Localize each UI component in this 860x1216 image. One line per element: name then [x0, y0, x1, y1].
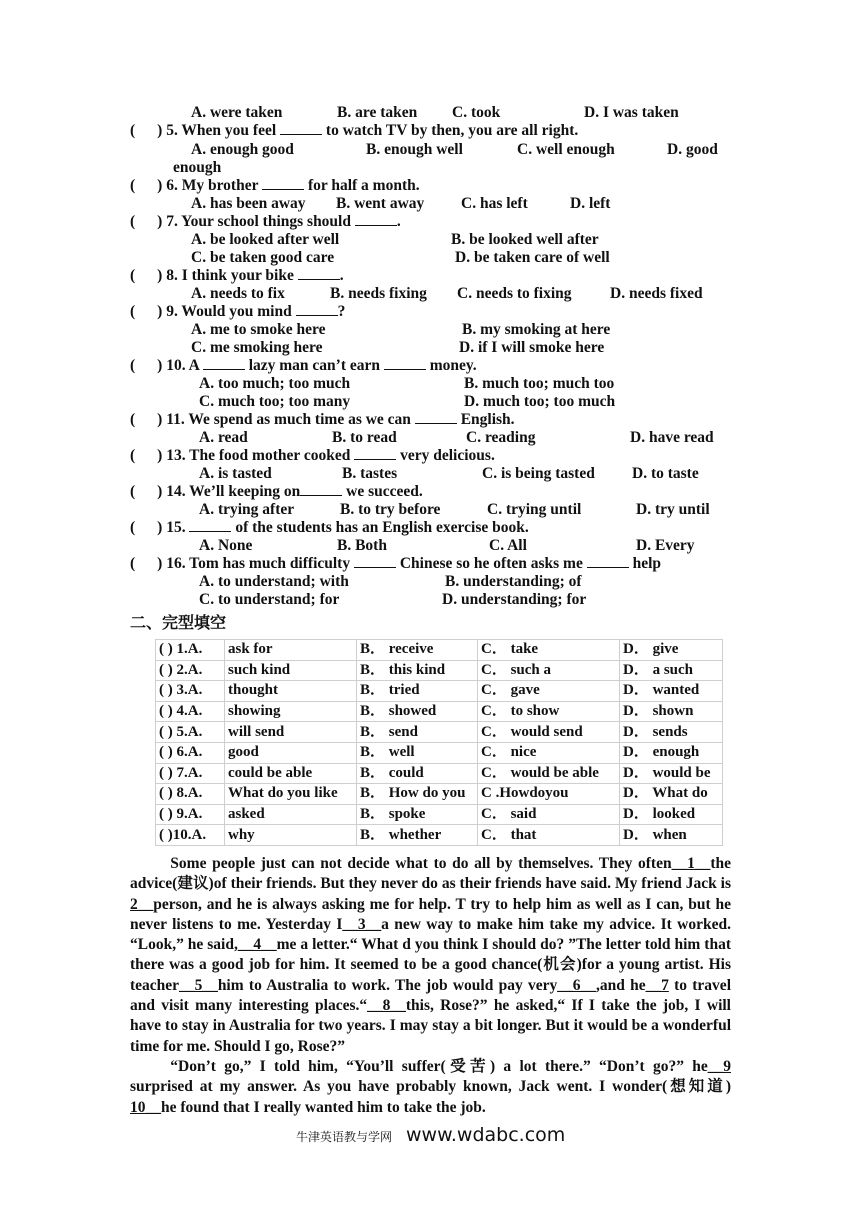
item-number: ( ) 6.A. — [156, 742, 225, 763]
blank-1: __1__ — [671, 855, 711, 872]
blank-5: __5__ — [179, 976, 218, 994]
q14-option-d: D. try until — [636, 501, 710, 518]
q8-option-b: B. needs fixing — [330, 285, 427, 302]
question-16: ( ) 16. Tom has much difficulty Chinese so he often asks me help — [130, 555, 662, 572]
section-title-cloze: 二、完型填空 — [130, 613, 227, 632]
table-row — [156, 722, 723, 743]
blank-3: __3__ — [342, 915, 382, 933]
option-b: B． well — [357, 742, 478, 763]
q5-option-b: B. enough well — [366, 141, 463, 158]
q9-option-a: A. me to smoke here — [191, 321, 326, 338]
question-15: ( ) 15. of the students has an English exercise book. — [130, 519, 529, 536]
cloze-passage — [130, 854, 731, 1118]
passage-paragraph-2: “Don’t go,” I told him, “You’ll suffer(受苦) a lot there.” “Don’t go?” he__9 surprised at my answer. As you have probably known, Jack went. I wonder(想知道) 10__he found that I really wanted him to take the job. — [130, 1057, 731, 1116]
q7-option-b: B. be looked well after — [451, 231, 599, 248]
option-d: D． looked — [620, 804, 723, 825]
option-a: why — [225, 825, 357, 846]
option-c: C． such a — [478, 660, 620, 681]
q4-option-a: A. were taken — [191, 104, 283, 121]
q9-option-b: B. my smoking at here — [462, 321, 611, 338]
q13-option-b: B. tastes — [342, 465, 398, 482]
option-d: D． shown — [620, 701, 723, 722]
q5-option-a: A. enough good — [191, 141, 294, 158]
item-number: ( )10.A. — [156, 825, 225, 846]
table-row — [156, 784, 723, 805]
q14-option-a: A. trying after — [199, 501, 295, 518]
blank — [280, 122, 322, 135]
option-b: B． could — [357, 763, 478, 784]
blank — [203, 357, 245, 370]
q13-option-c: C. is being tasted — [482, 465, 595, 482]
option-a: asked — [225, 804, 357, 825]
option-d: D． give — [620, 640, 723, 661]
q7-option-a: A. be looked after well — [191, 231, 340, 248]
option-c: C． would send — [478, 722, 620, 743]
q15-option-d: D. Every — [636, 537, 695, 554]
option-a: thought — [225, 681, 357, 702]
table-row — [156, 701, 723, 722]
item-number: ( ) 8.A. — [156, 784, 225, 805]
q8-option-d: D. needs fixed — [610, 285, 703, 302]
item-number: ( ) 9.A. — [156, 804, 225, 825]
q6-option-c: C. has left — [461, 195, 528, 212]
blank — [354, 555, 396, 568]
passage-paragraph-1: Some people just can not decide what to do all by themselves. They often__1__the advice(建议)of their friends. But they never do as their friends have said. My friend Jack is 2__person, and he is always asking me for help. T try to help him as well as I can, but he never listens to me. Yesterday I__3__a new way to make him take my advice. It worked. “Look,” he said,__4__me a letter.“ What d you think I should do? ”The letter told him that there was a good job for him. It seemed to be a good chance(机会)for a young artist. His teacher__5__him to Australia to work. The job would pay very__6__,and he__7 to travel and visit many interesting places.“__8__this, Rose?” he asked,“ If I take the job, I will have to stay in Australia for two years. I may stay a bit longer. But it would be a wonderful time for me. Should I go, Rose?” — [130, 855, 731, 1055]
q10-option-a: A. too much; too much — [199, 375, 351, 392]
blank-10: 10__ — [130, 1098, 161, 1116]
item-number: ( ) 7.A. — [156, 763, 225, 784]
q13-option-d: D. to taste — [632, 465, 699, 482]
blank — [354, 447, 396, 460]
option-a: showing — [225, 701, 357, 722]
option-b: B． showed — [357, 701, 478, 722]
blank — [189, 519, 231, 532]
q6-option-b: B. went away — [336, 195, 425, 212]
item-number: ( ) 4.A. — [156, 701, 225, 722]
q5-option-c: C. well enough — [517, 141, 615, 158]
option-d: D． What do — [620, 784, 723, 805]
q15-option-a: A. None — [199, 537, 253, 554]
q7-option-c: C. be taken good care — [191, 249, 335, 266]
question-10: ( ) 10. A lazy man can’t earn money. — [130, 357, 477, 374]
q15-option-c: C. All — [489, 537, 527, 554]
question-14: ( ) 14. We’ll keeping on we succeed. — [130, 483, 423, 500]
option-a: could be able — [225, 763, 357, 784]
q6-option-d: D. left — [570, 195, 611, 212]
q11-option-b: B. to read — [332, 429, 397, 446]
q14-option-c: C. trying until — [487, 501, 582, 518]
question-6: ( ) 6. My brother for half a month. — [130, 177, 420, 194]
item-number: ( ) 2.A. — [156, 660, 225, 681]
blank-9: __9 — [707, 1057, 731, 1075]
option-c: C． nice — [478, 742, 620, 763]
blank — [262, 177, 304, 190]
option-b: B． How do you — [357, 784, 478, 805]
footer-url[interactable]: www.wdabc.com — [406, 1124, 566, 1146]
q5-option-d: D. good — [667, 141, 718, 158]
option-a: will send — [225, 722, 357, 743]
question-5: ( ) 5. When you feel to watch TV by then, you are all right. — [130, 122, 579, 139]
table-row — [156, 742, 723, 763]
option-b: B． this kind — [357, 660, 478, 681]
blank — [296, 303, 338, 316]
blank — [415, 411, 457, 424]
table-row — [156, 640, 723, 661]
option-d: D． when — [620, 825, 723, 846]
q8-option-a: A. needs to fix — [191, 285, 285, 302]
q5-option-d-cont: enough — [173, 159, 222, 176]
q10-option-d: D. much too; too much — [464, 393, 616, 410]
table-row — [156, 763, 723, 784]
question-8: ( ) 8. I think your bike . — [130, 267, 344, 284]
footer — [296, 1124, 565, 1146]
blank — [384, 357, 426, 370]
option-b: B． receive — [357, 640, 478, 661]
q4-option-c: C. took — [452, 104, 501, 121]
q15-option-b: B. Both — [337, 537, 387, 554]
answer-paren: ( — [130, 122, 136, 139]
option-a: good — [225, 742, 357, 763]
option-b: B． tried — [357, 681, 478, 702]
item-number: ( ) 1.A. — [156, 640, 225, 661]
option-c: C． said — [478, 804, 620, 825]
option-d: D． wanted — [620, 681, 723, 702]
item-number: ( ) 5.A. — [156, 722, 225, 743]
q8-option-c: C. needs to fixing — [457, 285, 572, 302]
blank-6: __6__ — [557, 976, 596, 994]
q7-option-d: D. be taken care of well — [455, 249, 610, 266]
option-c: C .Howdoyou — [478, 784, 620, 805]
q11-option-a: A. read — [199, 429, 248, 446]
q13-option-a: A. is tasted — [199, 465, 272, 482]
q10-option-c: C. much too; too many — [199, 393, 351, 410]
q9-option-d: D. if I will smoke here — [459, 339, 605, 356]
option-d: D． enough — [620, 742, 723, 763]
cloze-options-table — [155, 639, 723, 846]
option-c: C． to show — [478, 701, 620, 722]
option-b: B． spoke — [357, 804, 478, 825]
blank — [300, 483, 342, 496]
q9-option-c: C. me smoking here — [191, 339, 323, 356]
blank-4: __4__ — [237, 936, 277, 954]
q16-option-d: D. understanding; for — [442, 591, 587, 608]
table-row — [156, 825, 723, 846]
blank — [355, 213, 397, 226]
option-a: What do you like — [225, 784, 357, 805]
blank-2: 2__ — [130, 895, 154, 913]
table-row — [156, 804, 723, 825]
q16-option-c: C. to understand; for — [199, 591, 340, 608]
question-13: ( ) 13. The food mother cooked very delicious. — [130, 447, 495, 464]
option-c: C． gave — [478, 681, 620, 702]
table-row — [156, 681, 723, 702]
q4-option-b: B. are taken — [337, 104, 418, 121]
q11-option-d: D. have read — [630, 429, 714, 446]
option-c: C． that — [478, 825, 620, 846]
table-row — [156, 660, 723, 681]
question-11: ( ) 11. We spend as much time as we can English. — [130, 411, 515, 428]
blank-8: __8__ — [367, 997, 406, 1015]
option-d: D． a such — [620, 660, 723, 681]
item-number: ( ) 3.A. — [156, 681, 225, 702]
q16-option-b: B. understanding; of — [445, 573, 582, 590]
option-b: B． send — [357, 722, 478, 743]
option-d: D． would be — [620, 763, 723, 784]
option-a: such kind — [225, 660, 357, 681]
q16-option-a: A. to understand; with — [199, 573, 349, 590]
footer-site-name: 牛津英语教与学网 — [296, 1130, 393, 1144]
option-b: B． whether — [357, 825, 478, 846]
blank — [587, 555, 629, 568]
blank — [298, 267, 340, 280]
question-9: ( ) 9. Would you mind ? — [130, 303, 346, 320]
q6-option-a: A. has been away — [191, 195, 306, 212]
option-c: C． would be able — [478, 763, 620, 784]
q11-option-c: C. reading — [466, 429, 536, 446]
blank-7: __7 — [645, 976, 669, 994]
question-7: ( ) 7. Your school things should . — [130, 213, 401, 230]
q4-option-d: D. I was taken — [584, 104, 679, 121]
option-d: D． sends — [620, 722, 723, 743]
option-a: ask for — [225, 640, 357, 661]
q10-option-b: B. much too; much too — [464, 375, 615, 392]
option-c: C． take — [478, 640, 620, 661]
q14-option-b: B. to try before — [340, 501, 441, 518]
